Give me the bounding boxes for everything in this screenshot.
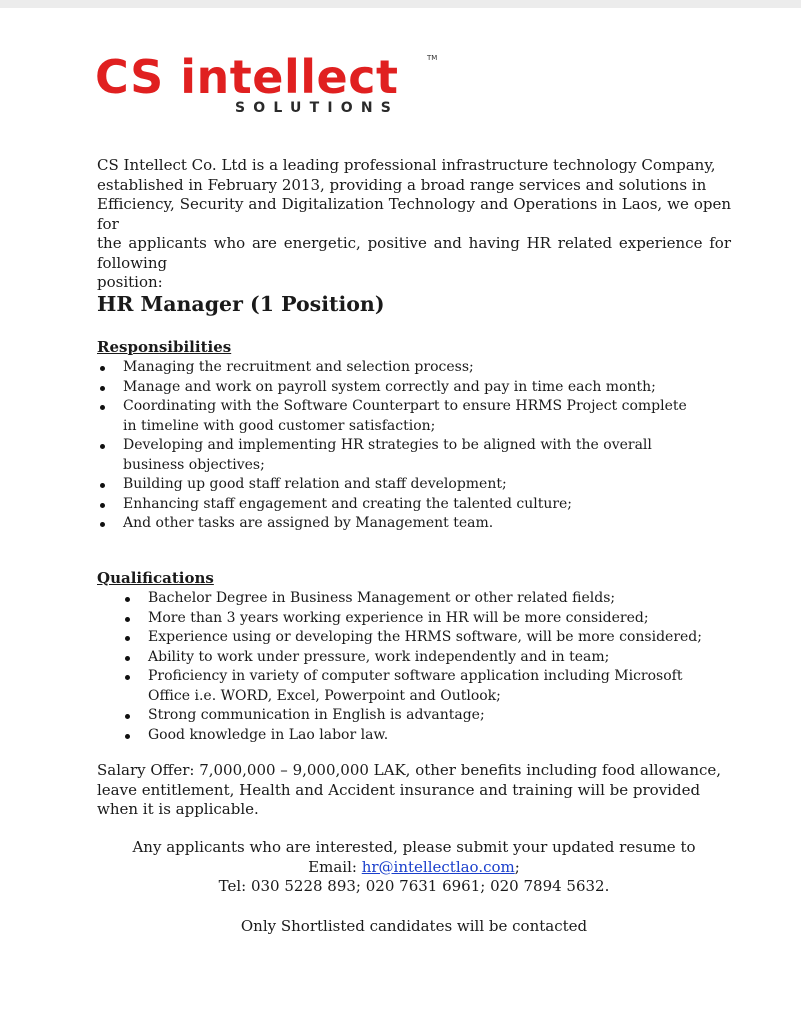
qualifications-list [122, 589, 722, 745]
intro-line: Efficiency, Security and Digitalization Technology and Operations in Laos, we open for [97, 195, 731, 233]
email-label: Email: [308, 857, 357, 876]
job-title: HR Manager (1 Position) [97, 292, 385, 316]
intro-line: established in February 2013, providing a broad range services and solutions in [97, 175, 707, 194]
email-suffix: ; [514, 857, 520, 876]
list-item: Experience using or developing the HRMS software, will be more considered; [122, 628, 722, 648]
contact-instruction: Any applicants who are interested, please submit your updated resume to [132, 838, 696, 856]
list-item: Developing and implementing HR strategies to be aligned with the overall business objectives; [97, 436, 697, 475]
top-edge-bar [0, 0, 801, 8]
list-item: Bachelor Degree in Business Management or other related fields; [122, 589, 722, 609]
list-item: Enhancing staff engagement and creating the talented culture; [97, 495, 697, 515]
phone-line: Tel: 030 5228 893; 020 7631 6961; 020 7894 5632. [218, 877, 610, 895]
logo-subtitle: SOLUTIONS [235, 100, 400, 116]
intro-line: CS Intellect Co. Ltd is a leading professional infrastructure technology Company, [97, 156, 716, 174]
email-link[interactable]: hr@intellectlao.com [361, 857, 515, 876]
intro-line: the applicants who are energetic, positive and having HR related experience for following [97, 234, 731, 272]
list-item: And other tasks are assigned by Management team. [97, 514, 697, 534]
list-item: Manage and work on payroll system correctly and pay in time each month; [97, 378, 697, 398]
company-intro-paragraph [97, 156, 731, 293]
list-item: Ability to work under pressure, work independently and in team; [122, 648, 722, 668]
responsibilities-heading: Responsibilities [97, 338, 232, 356]
list-item: Strong communication in English is advantage; [122, 706, 722, 726]
company-logo [95, 52, 445, 122]
list-item: More than 3 years working experience in HR will be more considered; [122, 609, 722, 629]
salary-offer: Salary Offer: 7,000,000 – 9,000,000 LAK, other benefits including food allowance, leave entitlement, Health and Accident insurance and training will be provided when it is applicable. [97, 761, 722, 818]
responsibilities-list [97, 358, 697, 534]
list-item: Coordinating with the Software Counterpart to ensure HRMS Project complete in timeline with good customer satisfaction; [97, 397, 697, 436]
logo-brand-text: CS intellect [95, 50, 399, 104]
list-item: Good knowledge in Lao labor law. [122, 726, 722, 746]
contact-block [90, 838, 738, 897]
email-line [90, 858, 738, 878]
list-item: Managing the recruitment and selection process; [97, 358, 697, 378]
trademark-mark: TM [427, 54, 438, 62]
intro-line: position: [97, 273, 163, 291]
list-item: Building up good staff relation and staff development; [97, 475, 697, 495]
shortlist-note: Only Shortlisted candidates will be contacted [240, 917, 588, 935]
qualifications-heading: Qualifications [97, 569, 214, 587]
list-item: Proficiency in variety of computer software application including Microsoft Office i.e. WORD, Excel, Powerpoint and Outlook; [122, 667, 722, 706]
